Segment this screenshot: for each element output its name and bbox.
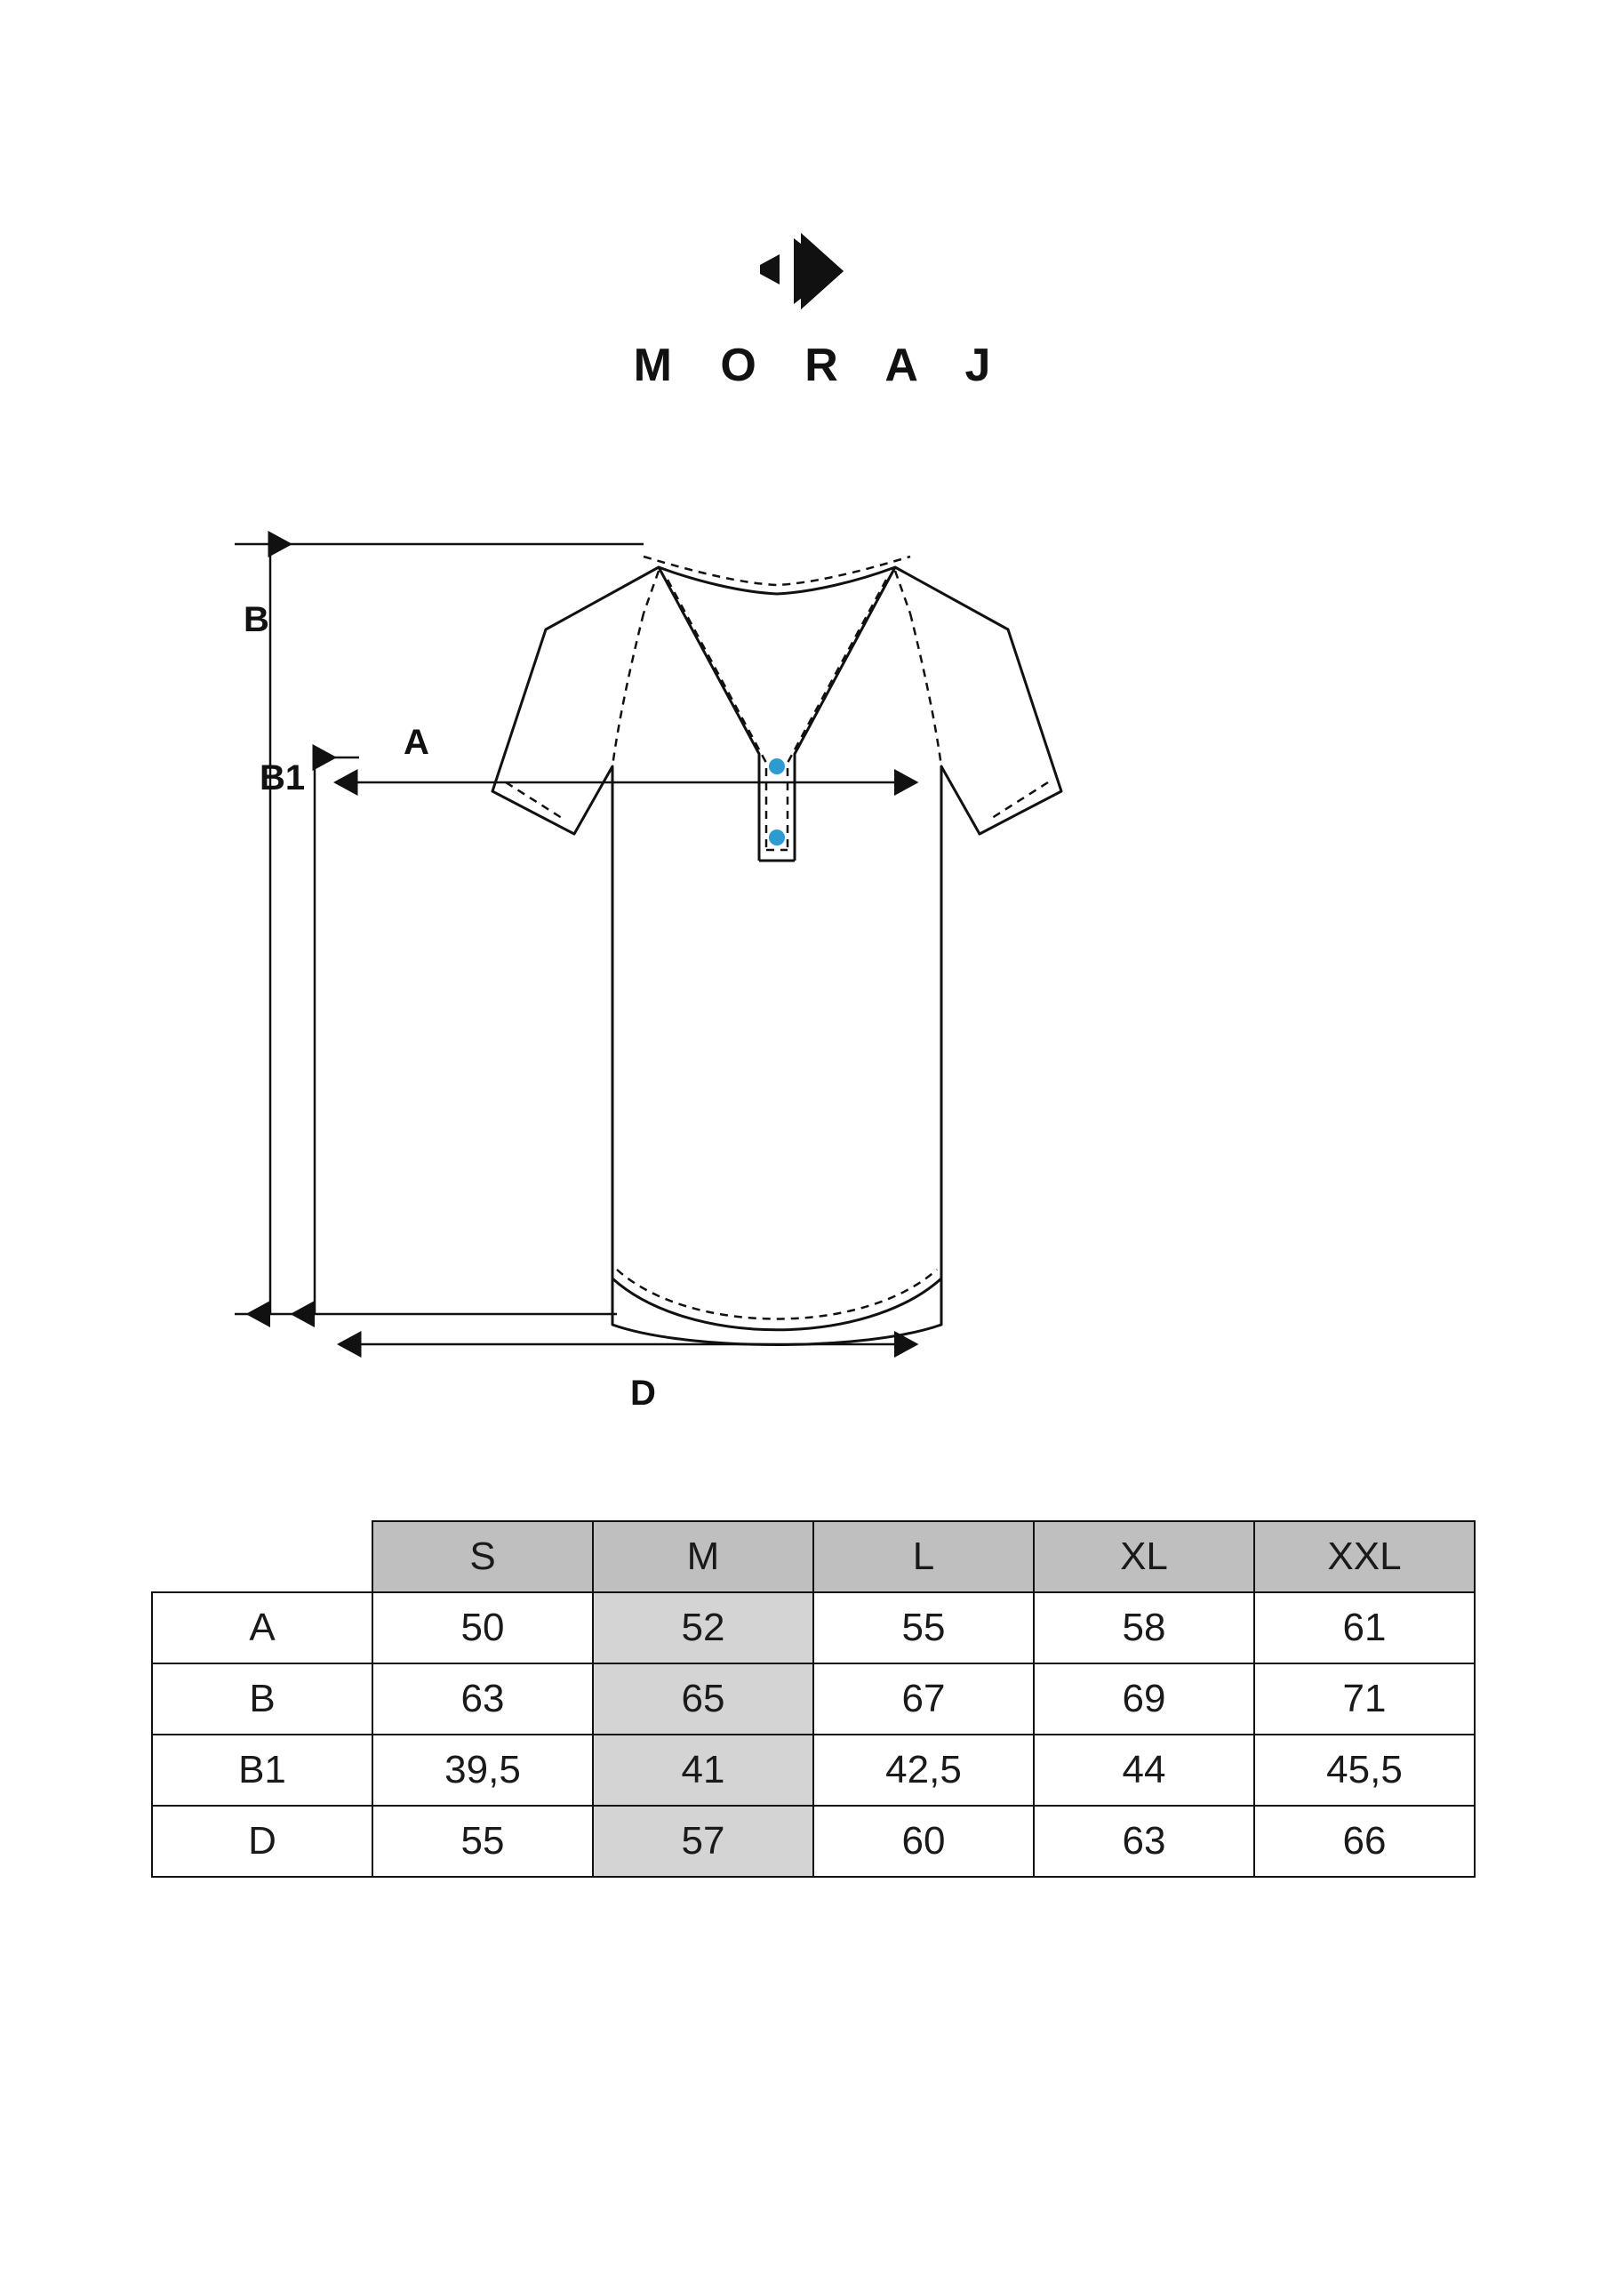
brand-name: M O R A J (633, 340, 1009, 391)
measurement-value-b-xxl: 71 (1254, 1663, 1475, 1735)
table-row (152, 1663, 1475, 1735)
measurement-value-a-xl: 58 (1034, 1592, 1254, 1663)
measurement-value-a-s: 50 (372, 1592, 593, 1663)
tshirt-body-outline (492, 567, 1061, 1345)
measurement-label-b1: B1 (152, 1735, 372, 1806)
size-table (151, 1520, 1476, 1878)
table-row (152, 1735, 1475, 1806)
measurement-value-b-m: 65 (593, 1663, 813, 1735)
measurement-value-b1-s: 39,5 (372, 1735, 593, 1806)
measurement-value-d-m: 57 (593, 1806, 813, 1877)
tshirt-technical-drawing (226, 525, 1399, 1449)
measurement-value-d-xl: 63 (1034, 1806, 1254, 1877)
measurement-value-d-l: 60 (813, 1806, 1034, 1877)
table-row (152, 1806, 1475, 1877)
measurement-value-a-l: 55 (813, 1592, 1034, 1663)
size-table-header-row (152, 1521, 1475, 1592)
label-a: A (403, 723, 429, 762)
size-column-header-m: M (593, 1521, 813, 1592)
measurement-value-a-m: 52 (593, 1592, 813, 1663)
measurement-value-b1-l: 42,5 (813, 1735, 1034, 1806)
label-d: D (629, 1374, 656, 1413)
brand-header (0, 229, 1624, 392)
button-top (769, 758, 785, 774)
table-corner-cell (152, 1521, 372, 1592)
moraj-chevron-logo-icon (755, 229, 870, 314)
measurement-value-b-l: 67 (813, 1663, 1034, 1735)
table-row (152, 1592, 1475, 1663)
measurement-label-a: A (152, 1592, 372, 1663)
measurement-value-d-xxl: 66 (1254, 1806, 1475, 1877)
measurement-label-b: B (152, 1663, 372, 1735)
measurement-label-d: D (152, 1806, 372, 1877)
size-column-header-xl: XL (1034, 1521, 1254, 1592)
measurement-value-b1-xxl: 45,5 (1254, 1735, 1475, 1806)
button-bottom (769, 829, 785, 845)
size-column-header-xxl: XXL (1254, 1521, 1475, 1592)
measurement-value-d-s: 55 (372, 1806, 593, 1877)
measurement-value-a-xxl: 61 (1254, 1592, 1475, 1663)
label-b: B (243, 600, 269, 639)
measurement-value-b-xl: 69 (1034, 1663, 1254, 1735)
measurement-value-b-s: 63 (372, 1663, 593, 1735)
label-b1: B1 (259, 758, 305, 797)
measurement-diagram (0, 525, 1624, 1467)
size-table-wrapper (151, 1520, 1476, 1878)
measurement-value-b1-m: 41 (593, 1735, 813, 1806)
size-column-header-l: L (813, 1521, 1034, 1592)
size-column-header-s: S (372, 1521, 593, 1592)
measurement-value-b1-xl: 44 (1034, 1735, 1254, 1806)
